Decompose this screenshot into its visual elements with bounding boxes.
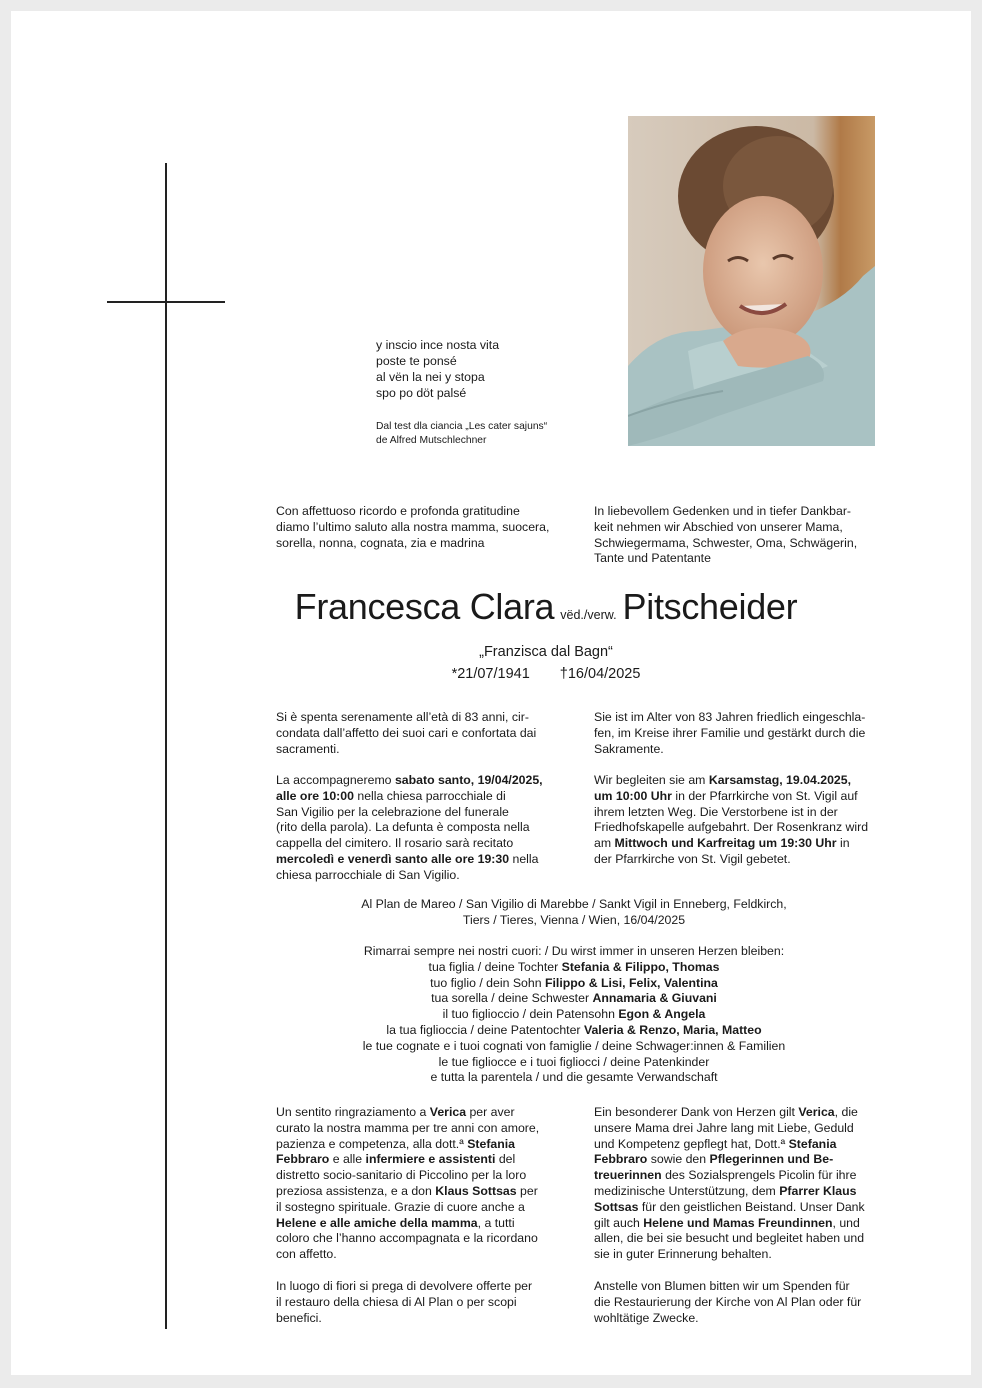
thanks-german	[594, 1105, 884, 1263]
bold-span: treuerinnen	[594, 1168, 662, 1183]
donation-german	[594, 1279, 884, 1326]
nickname: „Franzisca dal Bagn“	[479, 644, 613, 660]
text-line	[594, 1184, 884, 1200]
text-line	[276, 1184, 566, 1200]
text-span: , und	[832, 1215, 860, 1230]
bold-span: infermiere e assistenti	[365, 1152, 496, 1167]
bold-span: Helene e alle amiche della mamma	[276, 1215, 478, 1230]
text-line: unsere Mama drei Jahre lang mit Liebe, Geduld	[594, 1120, 854, 1135]
poem-source	[376, 420, 547, 448]
text-line	[594, 1168, 884, 1184]
donation-italian	[276, 1279, 566, 1326]
names: Valeria & Renzo, Maria, Matteo	[583, 1022, 762, 1037]
thanks-italian	[276, 1105, 566, 1263]
text-span: nella	[509, 851, 539, 866]
birth-date: *21/07/1941	[451, 666, 530, 682]
text-line: Sie ist im Alter von 83 Jahren friedlich eingeschla-	[594, 710, 866, 724]
text-span: La accompagneremo	[276, 773, 395, 787]
bold-span: Stefania	[467, 1136, 516, 1151]
intro-german	[594, 504, 884, 567]
text-span: medizinische Unterstützung, dem	[594, 1183, 780, 1198]
death-date: †16/04/2025	[559, 666, 641, 682]
relation: le tue cognate e i tuoi cognati von famiglie / deine Schwager:innen & Familien	[362, 1038, 786, 1053]
bold-span: Pfarrer Klaus	[779, 1183, 857, 1198]
text-span: in der Pfarrkirche von St. Vigil auf	[671, 788, 858, 803]
portrait-photo	[628, 116, 875, 446]
mourner-row	[261, 1007, 887, 1023]
text-line: In liebevollem Gedenken und in tiefer Dankbar-	[594, 504, 852, 518]
bold-span: Mittwoch und Karfreitag um 19:30 Uhr	[614, 836, 837, 851]
text-span: nella chiesa parrocchiale di	[353, 788, 506, 803]
text-line: San Vigilio per la celebrazione del funerale	[276, 804, 509, 819]
funeral-italian	[276, 773, 566, 884]
text-span: Ein besonderer Dank von Herzen gilt	[594, 1105, 799, 1119]
text-line: die Restaurierung der Kirche von Al Plan oder für	[594, 1294, 862, 1309]
relation: tua figlia / deine Tochter	[428, 959, 562, 974]
mourner-row	[261, 960, 887, 976]
names: Annamaria & Giuvani	[592, 991, 717, 1006]
text-span: , die	[834, 1105, 858, 1119]
death-notice-italian	[276, 710, 566, 757]
text-line: ihrem letzten Weg. Die Verstorbene ist in der	[594, 804, 838, 819]
mourner-row	[261, 1070, 887, 1086]
bold-span: sabato santo, 19/04/2025,	[394, 773, 543, 787]
text-line	[594, 773, 884, 789]
bold-span: Verica	[429, 1105, 467, 1119]
text-line	[594, 1105, 884, 1121]
relation: tua sorella / deine Schwester	[431, 991, 593, 1006]
bold-span: Pflegerinnen und Be-	[709, 1152, 834, 1167]
text-line: Tante und Patentante	[594, 551, 711, 566]
text-line	[594, 1152, 884, 1168]
mourner-row	[261, 1023, 887, 1039]
bold-span: alle ore 10:00	[276, 788, 354, 803]
text-span: preziosa assistenza, e a don	[276, 1183, 436, 1198]
text-line: (rito della parola). La defunta è composta nella	[276, 820, 530, 835]
bold-span: Sottsas	[594, 1199, 639, 1214]
poem-line: spo po döt palsé	[376, 386, 467, 400]
text-line: sacramenti.	[276, 741, 340, 756]
text-span: für den geistlichen Beistand. Unser Dank	[638, 1199, 865, 1214]
names: Stefania & Filippo, Thomas	[561, 959, 720, 974]
names: Filippo & Lisi, Felix, Valentina	[544, 975, 718, 990]
text-line: sie in guter Erinnerung behalten.	[594, 1247, 772, 1262]
text-line: cappella del cimitero. Il rosario sarà recitato	[276, 836, 514, 851]
text-line: keit nehmen wir Abschied von unserer Mama,	[594, 519, 843, 534]
bold-span: Febbraro	[276, 1152, 330, 1167]
text-line	[276, 773, 566, 789]
bold-span: mercoledì e venerdì santo alle ore 19:30	[276, 851, 510, 866]
text-line: coloro che l’hanno accompagnata e la ricordano	[276, 1231, 538, 1246]
text-line: Sakramente.	[594, 741, 664, 756]
text-line: Tiers / Tieres, Vienna / Wien, 16/04/2025	[462, 912, 686, 927]
text-line: der Pfarrkirche von St. Vigil gebetet.	[594, 851, 791, 866]
text-line	[276, 1152, 566, 1168]
surname: Pitscheider	[622, 586, 798, 627]
cross-horizontal-bar	[107, 301, 225, 303]
mourners-heading: Rimarrai sempre nei nostri cuori: / Du wirst immer in unseren Herzen bleiben:	[363, 944, 785, 958]
text-line	[594, 789, 884, 805]
text-line	[276, 789, 566, 805]
text-line: Schwiegermama, Schwester, Oma, Schwägerin,	[594, 535, 858, 550]
text-span: del	[495, 1152, 516, 1167]
relation: tuo figlio / dein Sohn	[430, 975, 545, 990]
relation: la tua figlioccia / deine Patentochter	[386, 1022, 584, 1037]
text-line: Si è spenta serenamente all’età di 83 anni, cir-	[276, 710, 529, 724]
text-line: con affetto.	[276, 1247, 337, 1262]
text-line: Al Plan de Mareo / San Vigilio di Marebbe / Sankt Vigil in Enneberg, Feldkirch,	[361, 897, 787, 911]
poem-line: y inscio ince nosta vita	[376, 338, 500, 352]
bold-span: Febbraro	[594, 1152, 648, 1167]
mourner-row	[261, 1055, 887, 1071]
cross-vertical-bar	[165, 163, 167, 1329]
death-notice-german	[594, 710, 884, 757]
text-span: am	[594, 836, 615, 851]
text-line: il sostegno spirituale. Grazie di cuore anche a	[276, 1199, 525, 1214]
relation: il tuo figlioccio / dein Patensohn	[442, 1007, 619, 1022]
poem	[376, 337, 499, 401]
mourner-row	[261, 1039, 887, 1055]
life-dates	[151, 666, 941, 682]
intro-italian	[276, 504, 566, 551]
text-line: condata dall’affetto dei suoi cari e confortata dai	[276, 725, 537, 740]
mourner-row	[261, 991, 887, 1007]
text-span: Un sentito ringraziamento a	[276, 1105, 430, 1119]
text-line: distretto socio-sanitario di Piccolino per la loro	[276, 1168, 527, 1183]
text-span: pazienza e competenza, alla dott.ª	[276, 1136, 468, 1151]
text-span: gilt auch	[594, 1215, 644, 1230]
poem-source-line: de Alfred Mutschlechner	[376, 435, 487, 446]
text-span: Wir begleiten sie am	[594, 773, 709, 787]
obituary-sheet	[11, 11, 971, 1375]
first-names: Francesca Clara	[294, 586, 555, 627]
bold-span: Verica	[798, 1105, 835, 1119]
names: Egon & Angela	[618, 1007, 706, 1022]
text-line: sorella, nonna, cognata, zia e madrina	[276, 535, 485, 550]
bold-span: Karsamstag, 19.04.2025,	[708, 773, 852, 787]
text-line: diamo l’ultimo saluto alla nostra mamma, suocera,	[276, 519, 550, 534]
mourners-list	[261, 944, 887, 1086]
text-line	[594, 1216, 884, 1232]
text-line	[276, 1216, 566, 1232]
text-line	[276, 852, 566, 868]
text-line: Friedhofskapelle aufgebahrt. Der Rosenkranz wird	[594, 820, 869, 835]
text-line	[594, 1200, 884, 1216]
poem-source-line: Dal test dla ciancia „Les cater sajuns“	[376, 421, 548, 432]
text-span: per aver	[466, 1105, 515, 1119]
text-line: Con affettuoso ricordo e profonda gratitudine	[276, 504, 520, 518]
mourner-row	[261, 976, 887, 992]
text-span: e alle	[329, 1152, 366, 1167]
text-line: allen, die bei sie besucht und begleitet haben und	[594, 1231, 865, 1246]
bold-span: Stefania	[788, 1136, 837, 1151]
text-line: wohltätige Zwecke.	[594, 1310, 699, 1325]
widowed-label: vëd./verw.	[560, 608, 617, 622]
text-line	[594, 836, 884, 852]
text-line	[594, 1137, 884, 1153]
text-span: und Kompetenz gepflegt hat, Dott.ª	[594, 1136, 789, 1151]
poem-line: poste te ponsé	[376, 354, 457, 368]
poem-line: al vën la nei y stopa	[376, 370, 485, 384]
bold-span: Helene und Mamas Freundinnen	[643, 1215, 833, 1230]
text-line: Anstelle von Blumen bitten wir um Spenden für	[594, 1279, 850, 1293]
text-line: il restauro della chiesa di Al Plan o per scopi	[276, 1294, 517, 1309]
text-span: in	[836, 836, 850, 851]
bold-span: Klaus Sottsas	[435, 1183, 517, 1198]
bold-span: um 10:00 Uhr	[594, 788, 672, 803]
text-span: per	[516, 1183, 538, 1198]
deceased-name	[151, 586, 941, 628]
relation: e tutta la parentela / und die gesamte Verwandschaft	[430, 1070, 718, 1085]
funeral-german	[594, 773, 884, 868]
text-line: benefici.	[276, 1310, 322, 1325]
text-line: fen, im Kreise ihrer Familie und gestärkt durch die	[594, 725, 866, 740]
text-line: curato la nostra mamma per tre anni con amore,	[276, 1120, 540, 1135]
text-span: , a tutti	[477, 1215, 515, 1230]
text-line: chiesa parrocchiale di San Vigilio.	[276, 867, 460, 882]
text-line: In luogo di fiori si prega di devolvere offerte per	[276, 1279, 533, 1293]
text-span: des Sozialsprengels Picolin für ihre	[661, 1168, 857, 1183]
text-span: sowie den	[647, 1152, 710, 1167]
relation: le tue figlioccе e i tuoi figliocci / deine Patenkinder	[438, 1054, 710, 1069]
text-line	[276, 1105, 566, 1121]
place-and-date	[261, 897, 887, 929]
text-line	[276, 1137, 566, 1153]
